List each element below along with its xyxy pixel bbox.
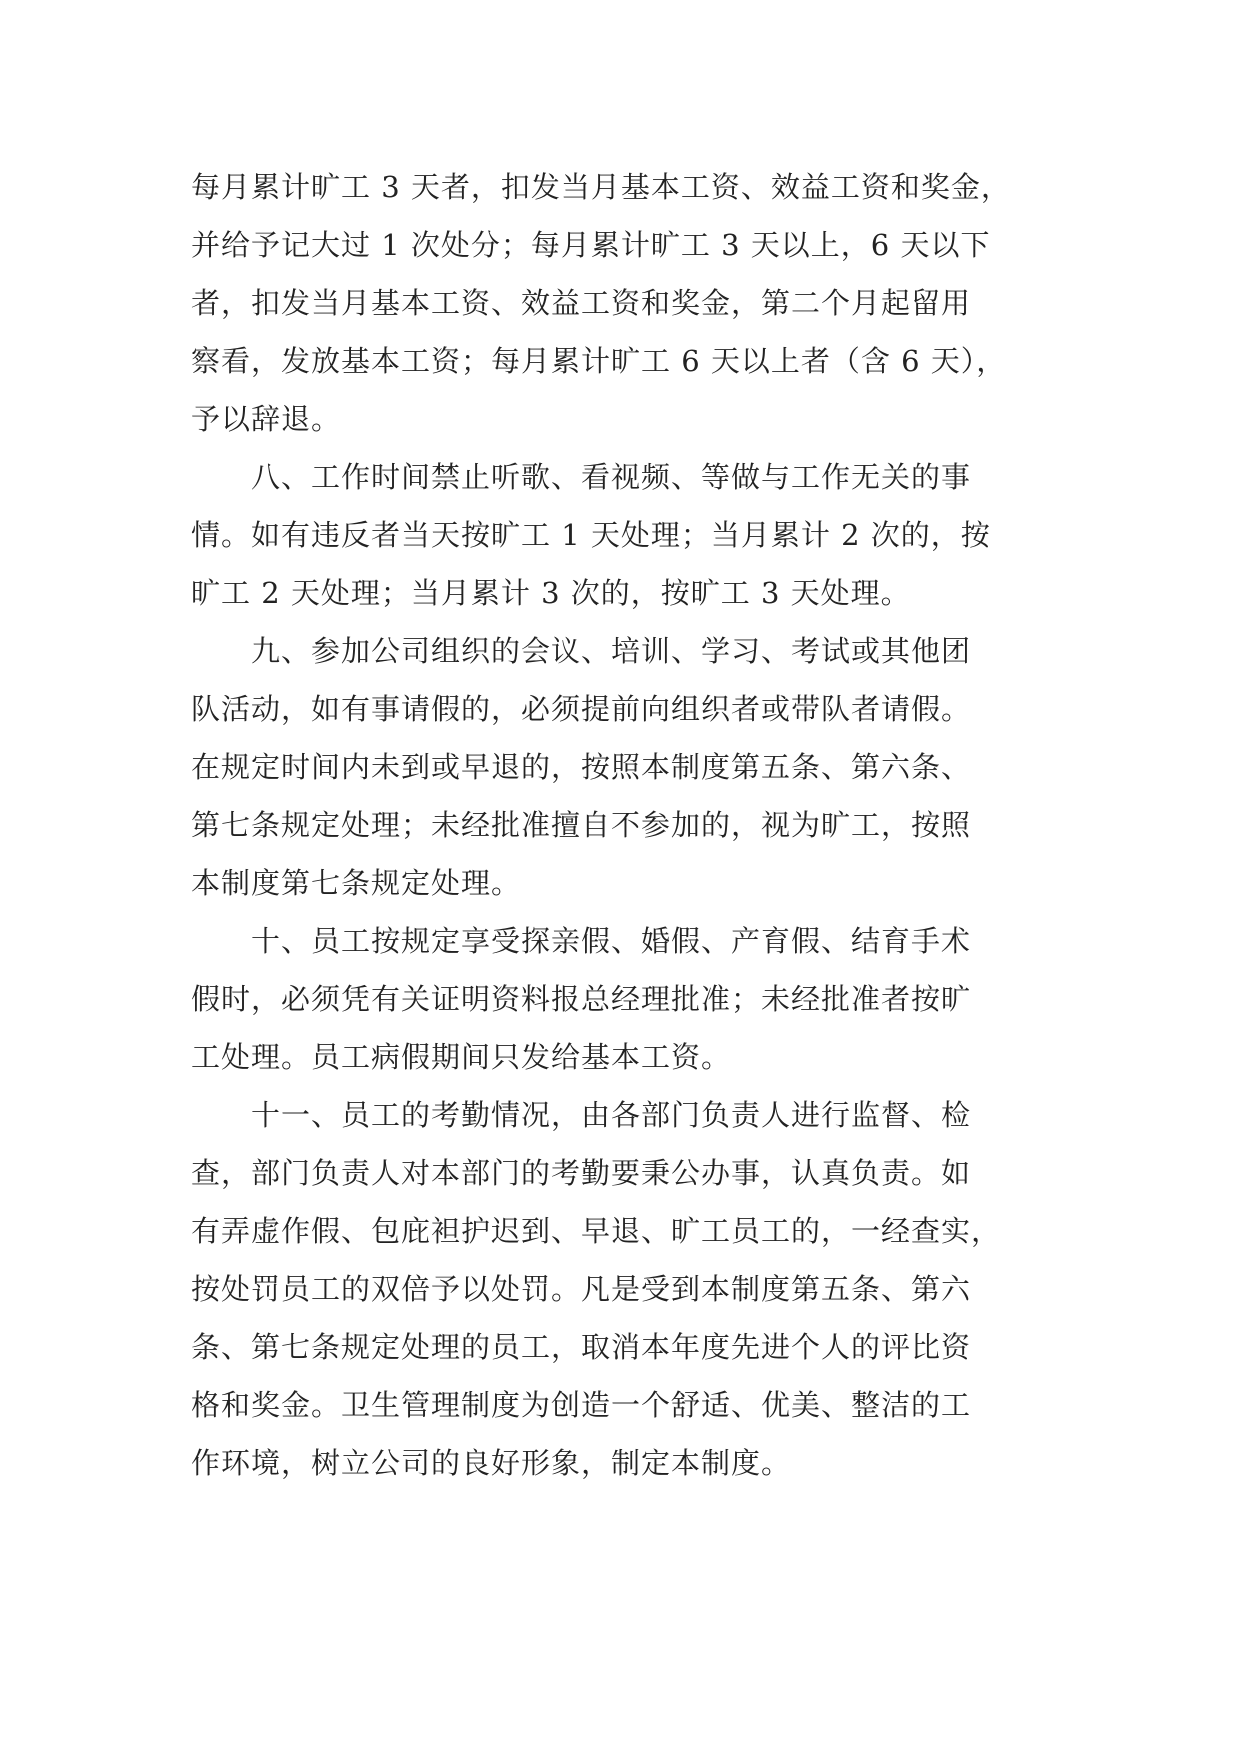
paragraph-absence-penalties (191, 158, 1091, 448)
text-line: 十、员工按规定享受探亲假、婚假、产育假、结育手术 (191, 924, 972, 958)
text-line: 予以辞退。 (191, 402, 342, 436)
text-line: 并给予记大过 1 次处分；每月累计旷工 3 天以上，6 天以下 (191, 228, 991, 262)
text-line: 作环境，树立公司的良好形象，制定本制度。 (191, 1446, 792, 1480)
text-line: 条、第七条规定处理的员工，取消本年度先进个人的评比资 (191, 1330, 972, 1364)
paragraph-article-11 (191, 1086, 1091, 1492)
text-line: 第七条规定处理；未经批准擅自不参加的，视为旷工，按照 (191, 808, 972, 842)
text-line: 在规定时间内未到或早退的，按照本制度第五条、第六条、 (191, 750, 972, 784)
text-line: 情。如有违反者当天按旷工 1 天处理；当月累计 2 次的，按 (191, 518, 991, 552)
paragraph-article-10 (191, 912, 1091, 1086)
document-body (191, 158, 1091, 1492)
text-line: 有弄虚作假、包庇袒护迟到、早退、旷工员工的，一经查实， (191, 1214, 1002, 1248)
text-line: 旷工 2 天处理；当月累计 3 次的，按旷工 3 天处理。 (191, 576, 911, 610)
text-line: 九、参加公司组织的会议、培训、学习、考试或其他团 (191, 634, 972, 668)
text-line: 察看，发放基本工资；每月累计旷工 6 天以上者（含 6 天）， (191, 344, 1007, 378)
text-line: 队活动，如有事请假的，必须提前向组织者或带队者请假。 (191, 692, 972, 726)
paragraph-article-9 (191, 622, 1091, 912)
text-line: 格和奖金。卫生管理制度为创造一个舒适、优美、整洁的工 (191, 1388, 972, 1422)
text-line: 工处理。员工病假期间只发给基本工资。 (191, 1040, 732, 1074)
text-line: 查，部门负责人对本部门的考勤要秉公办事，认真负责。如 (191, 1156, 972, 1190)
paragraph-article-8 (191, 448, 1091, 622)
text-line: 每月累计旷工 3 天者，扣发当月基本工资、效益工资和奖金， (191, 170, 1011, 204)
text-line: 按处罚员工的双倍予以处罚。凡是受到本制度第五条、第六 (191, 1272, 972, 1306)
text-line: 者，扣发当月基本工资、效益工资和奖金，第二个月起留用 (191, 286, 972, 320)
text-line: 假时，必须凭有关证明资料报总经理批准；未经批准者按旷 (191, 982, 972, 1016)
text-line: 本制度第七条规定处理。 (191, 866, 522, 900)
text-line: 十一、员工的考勤情况，由各部门负责人进行监督、检 (191, 1098, 972, 1132)
text-line: 八、工作时间禁止听歌、看视频、等做与工作无关的事 (191, 460, 972, 494)
